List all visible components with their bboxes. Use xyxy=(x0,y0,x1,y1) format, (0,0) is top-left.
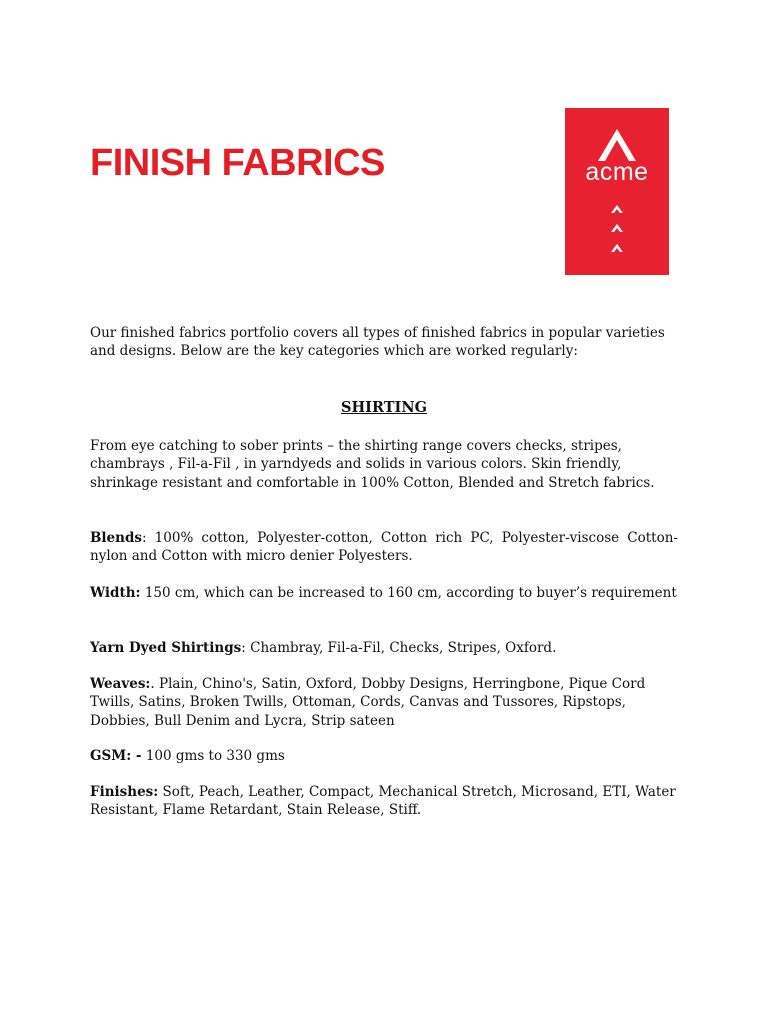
spec-separator: : xyxy=(141,530,155,546)
section-heading-shirting: SHIRTING xyxy=(341,399,427,416)
logo-marks xyxy=(565,108,669,275)
chevron-up-icon xyxy=(611,205,623,213)
spec-label: Finishes: xyxy=(90,784,159,800)
intro-paragraph: Our finished fabrics portfolio covers all types of finished fabrics in popular varieties and designs. Below are the key categories which are worked regularly: xyxy=(90,325,665,360)
spec-label: Yarn Dyed Shirtings xyxy=(90,640,242,656)
spec-value: Chambray, Fil-a-Fil, Checks, Stripes, Oxford. xyxy=(250,640,557,656)
spec-value: 150 cm, which can be increased to 160 cm, according to buyer’s requirement xyxy=(144,585,677,601)
spec-label: Blends xyxy=(90,530,142,546)
spec-value: Soft, Peach, Leather, Compact, Mechanical Stretch, Microsand, ETI, Water Resistant, Flame Retardant, Stain Release, Stiff. xyxy=(90,784,676,819)
spec-gsm xyxy=(90,747,678,765)
spec-width xyxy=(90,584,678,602)
spec-blends xyxy=(90,529,678,566)
spec-label: GSM: - xyxy=(90,748,142,764)
acme-logo xyxy=(565,108,669,275)
chevron-up-icon xyxy=(611,224,623,232)
logo-wordmark: acme xyxy=(585,158,649,186)
page-title: FINISH FABRICS xyxy=(90,142,385,184)
spec-finishes xyxy=(90,783,678,820)
shirting-description: From eye catching to sober prints – the shirting range covers checks, stripes, chambrays , Fil-a-Fil , in yarndyeds and solids in various colors. Skin friendly, shrinkage resistant and comfortable in 100% Cotton, Blended and Stretch fabrics. xyxy=(90,438,655,491)
spec-separator: . xyxy=(150,676,160,692)
spec-label: Width: xyxy=(90,585,141,601)
spec-separator: : xyxy=(241,640,251,656)
spec-label: Weaves: xyxy=(90,676,151,692)
spec-weaves xyxy=(90,675,678,730)
chevron-up-icon xyxy=(611,244,623,252)
spec-value: 100% cotton, Polyester-cotton, Cotton rich PC, Polyester-viscose Cotton-nylon and Cotton with micro denier Polyesters. xyxy=(90,530,678,565)
spec-value: 100 gms to 330 gms xyxy=(145,748,285,764)
spec-yarn-dyed-shirtings xyxy=(90,639,678,657)
triangle-peak-icon xyxy=(598,129,636,161)
spec-value: Plain, Chino's, Satin, Oxford, Dobby Designs, Herringbone, Pique Cord Twills, Satins, Broken Twills, Ottoman, Cords, Canvas and Tussores, Ripstops, Dobbies, Bull Denim and Lycra, Strip sateen xyxy=(90,676,646,729)
